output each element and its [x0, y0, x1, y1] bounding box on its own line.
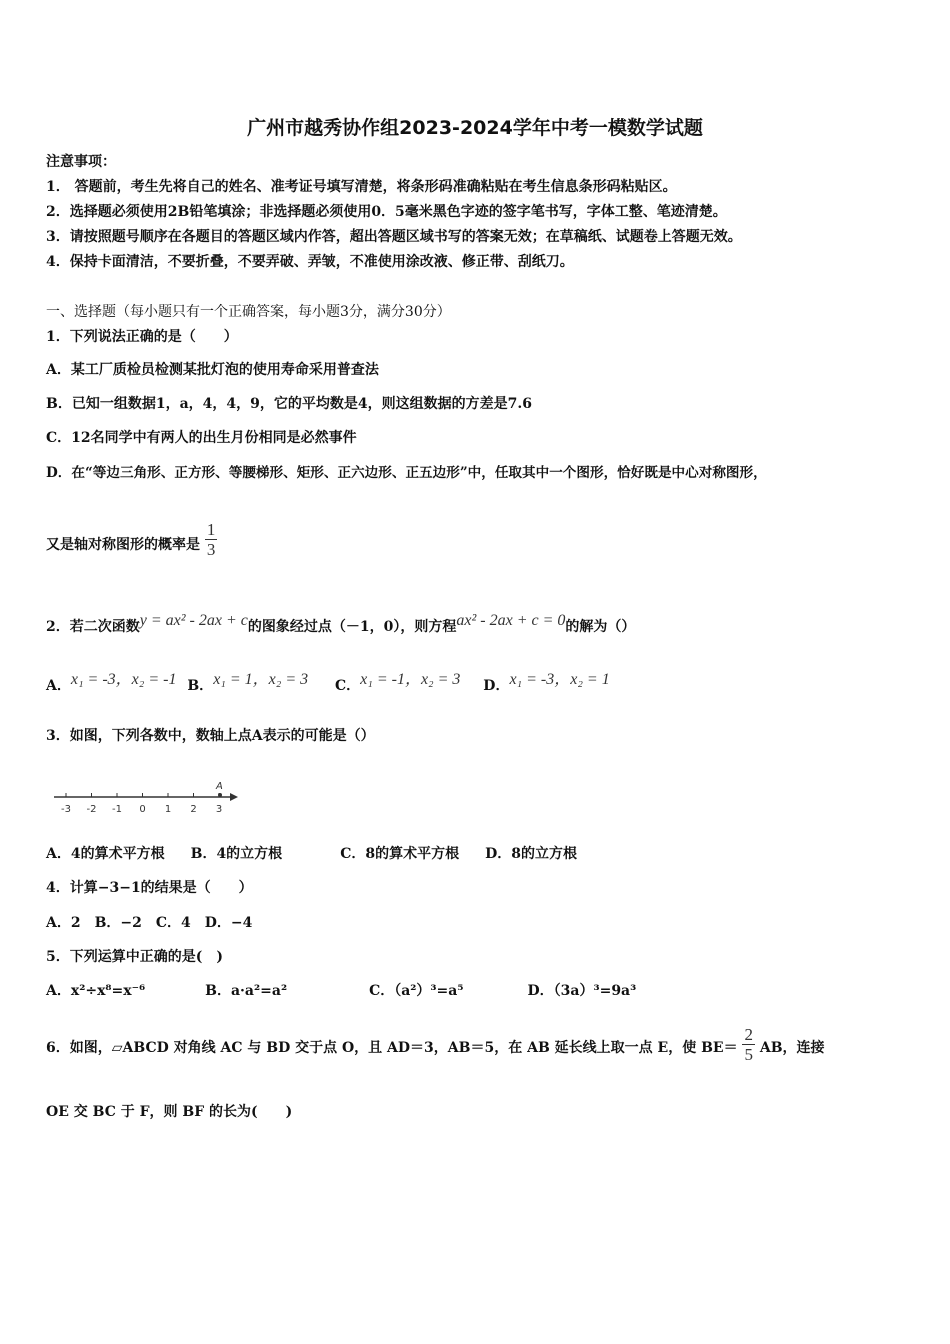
q1-option-a: A．某工厂质检员检测某批灯泡的使用寿命采用普查法 [46, 362, 379, 378]
q2-stem-mid: 的图象经过点（－1，0），则方程 [247, 619, 457, 635]
section-heading: 一、选择题（每小题只有一个正确答案，每小题3分，满分30分） [46, 304, 451, 320]
q2-option-a-label: A． [46, 678, 71, 694]
number-line-tick-label: 0 [139, 804, 146, 815]
q3-option-b: B．4的立方根 [190, 846, 283, 862]
number-line-figure [52, 778, 262, 818]
q1-stem: 1．下列说法正确的是（ ） [46, 329, 238, 345]
number-line-tick-label: 1 [164, 804, 172, 815]
q3-option-a: A．4的算术平方根 [46, 846, 165, 862]
fraction-numerator: 2 [744, 1024, 753, 1044]
q6-line2: OE 交 BC 于 F，则 BF 的长为( ) [46, 1104, 293, 1120]
fraction-denominator: 3 [206, 539, 216, 559]
notice-heading: 注意事项： [46, 154, 116, 170]
page-title: 广州市越秀协作组2023-2024学年中考一模数学试题 [247, 117, 703, 139]
q2-option-a: x₁ = -3，x₂ = -1 [70, 671, 177, 688]
number-line-tick-label: 3 [215, 804, 223, 815]
q2-equation-formula: ax² - 2ax + c = 0 [456, 612, 566, 629]
q1-option-b: B．已知一组数据1，a，4，4，9，它的平均数是4，则这组数据的方差是7.6 [46, 396, 532, 412]
q5-option-a: A．x²÷x⁸=x⁻⁶ [46, 983, 146, 999]
q6-fraction [742, 1025, 755, 1064]
notice-item-1: 1． 答题前，考生先将自己的姓名、准考证号填写清楚，将条形码准确粘贴在考生信息条形码粘贴区。 [46, 179, 677, 195]
q1-probability-fraction [205, 520, 218, 559]
q2-option-d: x₁ = -3，x₂ = 1 [509, 671, 610, 688]
q2-stem [46, 612, 635, 642]
q1-option-d-line1: D．在“等边三角形、正方形、等腰梯形、矩形、正六边形、正五边形”中，任取其中一个图形，恰好既是中心对称图形， [46, 465, 767, 481]
q2-option-d-label: D． [483, 678, 510, 694]
q5-options [46, 981, 636, 1001]
q5-option-d: D．（3a）³=9a³ [527, 983, 637, 999]
q2-option-b: x₁ = 1，x₂ = 3 [213, 671, 309, 688]
number-line-arrow [230, 793, 238, 801]
q4-stem: 4．计算−3−1的结果是（ ） [46, 880, 253, 896]
q3-options [46, 844, 577, 864]
q6-line1-text: 6．如图，▱ABCD 对角线 AC 与 BD 交于点 O，且 AD＝3，AB＝5，在 AB 延长线上取一点 E，使 BE＝ [46, 1040, 738, 1056]
q2-stem-post: 的解为（） [565, 619, 636, 635]
q2-options [46, 671, 610, 701]
q4-options: A．2 B．−2 C．4 D．−4 [46, 915, 253, 931]
q3-option-c: C．8的算术平方根 [340, 846, 460, 862]
q6-line1-end: AB，连接 [759, 1040, 825, 1056]
q3-stem: 3．如图，下列各数中，数轴上点A表示的可能是（） [46, 728, 375, 744]
fraction-denominator: 5 [744, 1044, 753, 1064]
notice-item-3: 3．请按照题号顺序在各题目的答题区域内作答，超出答题区域书写的答案无效；在草稿纸、试题卷上答题无效。 [46, 229, 742, 245]
q2-stem-pre: 2．若二次函数 [46, 619, 140, 635]
number-line-tick-label: -2 [86, 804, 97, 815]
q1-option-d-text: 又是轴对称图形的概率是 [46, 537, 200, 553]
q1-option-c: C．12名同学中有两人的出生月份相同是必然事件 [46, 430, 357, 446]
q2-function-formula: y = ax² - 2ax + c [139, 612, 248, 629]
q2-option-b-label: B． [187, 678, 214, 694]
q3-option-d: D．8的立方根 [485, 846, 577, 862]
point-a-marker [218, 793, 222, 797]
number-line-tick-label: -3 [61, 804, 71, 815]
q6-line1 [46, 1020, 825, 1076]
q5-option-c: C．（a²）³=a⁵ [369, 983, 464, 999]
number-line-tick-label: 2 [190, 804, 197, 815]
number-line-tick-label: -1 [112, 804, 122, 815]
q1-option-d-line2 [46, 519, 217, 565]
point-a-label: A [216, 781, 223, 792]
notice-item-2: 2．选择题必须使用2B铅笔填涂；非选择题必须使用0．5毫米黑色字迹的签字笔书写，字体工整、笔迹清楚。 [46, 204, 727, 220]
q5-option-b: B．a·a²=a² [205, 983, 288, 999]
q2-option-c: x₁ = -1，x₂ = 3 [360, 671, 461, 688]
notice-item-4: 4．保持卡面清洁，不要折叠，不要弄破、弄皱，不准使用涂改液、修正带、刮纸刀。 [46, 254, 574, 270]
fraction-numerator: 1 [206, 519, 216, 539]
q2-option-c-label: C． [335, 678, 361, 694]
q5-stem: 5．下列运算中正确的是( ) [46, 949, 223, 965]
